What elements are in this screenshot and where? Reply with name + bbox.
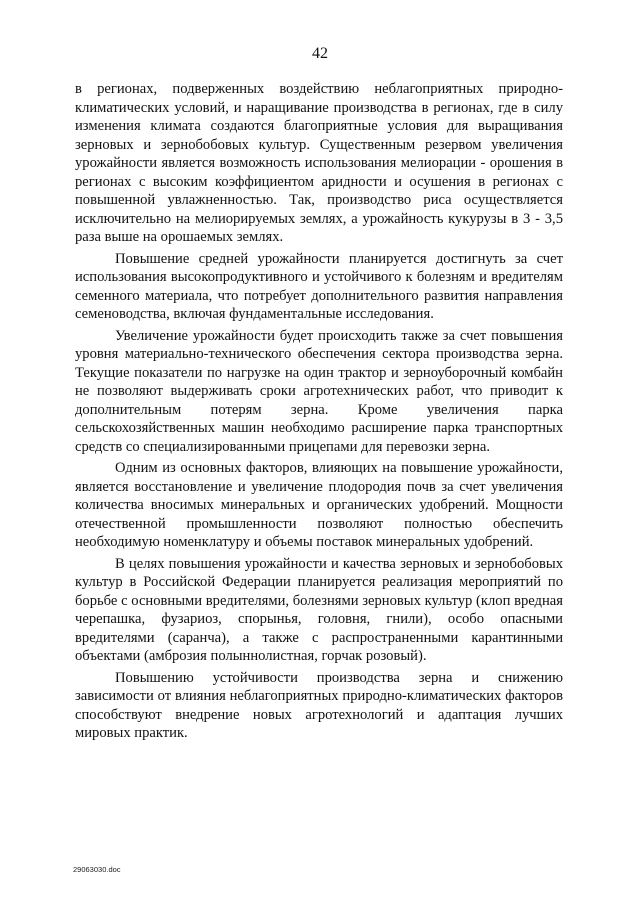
paragraph-pest-control: В целях повышения урожайности и качества зерновых и зернобобовых культур в Российской Федерации планируется реализация мероприятий по борьбе с основными вредителями, болезнями зерновых культур (клоп вредная черепашка, фузариоз, спорынья, головня, гнили), особо опасными вредителями (саранча), а также с распространенными карантинными объектами (амброзия полыннолистная, горчак розовый).: [75, 555, 563, 664]
paragraph-machinery: Увеличение урожайности будет происходить также за счет повышения уровня материально-технического обеспечения сектора производства зерна. Текущие показатели по нагрузке на один трактор и зерноуборочный комбайн не позволяют выдерживать сроки агротехнических работ, что приводит к дополнительным потерям зерна. Кроме увеличения парка сельскохозяйственных машин необходимо расширение парка транспортных средств со специализированными прицепами для перевозки зерна.: [75, 327, 563, 455]
paragraph-seed-material: Повышение средней урожайности планируется достигнуть за счет использования высокопродуктивного и устойчивого к болезням и вредителям семенного материала, что потребует дополнительного развития направления семеноводства, включая фундаментальные исследования.: [75, 250, 563, 322]
paragraph-agrotechnology: Повышению устойчивости производства зерна и снижению зависимости от влияния неблагоприятных природно-климатических факторов способствуют внедрение новых агротехнологий и адаптация лучших мировых практик.: [75, 669, 563, 741]
footer-file-name: 29063030.doc: [73, 865, 121, 874]
body-text: [75, 80, 563, 743]
paragraph-continuation: в регионах, подверженных воздействию неблагоприятных природно-климатических условий, и наращивание производства в регионах, где в силу изменения климата создаются благоприятные условия для выращивания зерновых и зернобобовых культур. Существенным резервом увеличения урожайности является возможность использования мелиорации - орошения в регионах с высоким коэффициентом аридности и осушения в регионах с повышенной увлажненностью. Так, производство риса осуществляется исключительно на мелиорируемых землях, а урожайность кукурузы в 3 - 3,5 раза выше на орошаемых землях.: [75, 81, 563, 245]
page-number: 42: [312, 45, 328, 62]
paragraph-soil-fertility: Одним из основных факторов, влияющих на повышение урожайности, является восстановление и увеличение плодородия почв за счет увеличения количества вносимых минеральных и органических удобрений. Мощности отечественной промышленности позволяют полностью обеспечить необходимую номенклатуру и объемы поставок минеральных удобрений.: [75, 460, 563, 550]
